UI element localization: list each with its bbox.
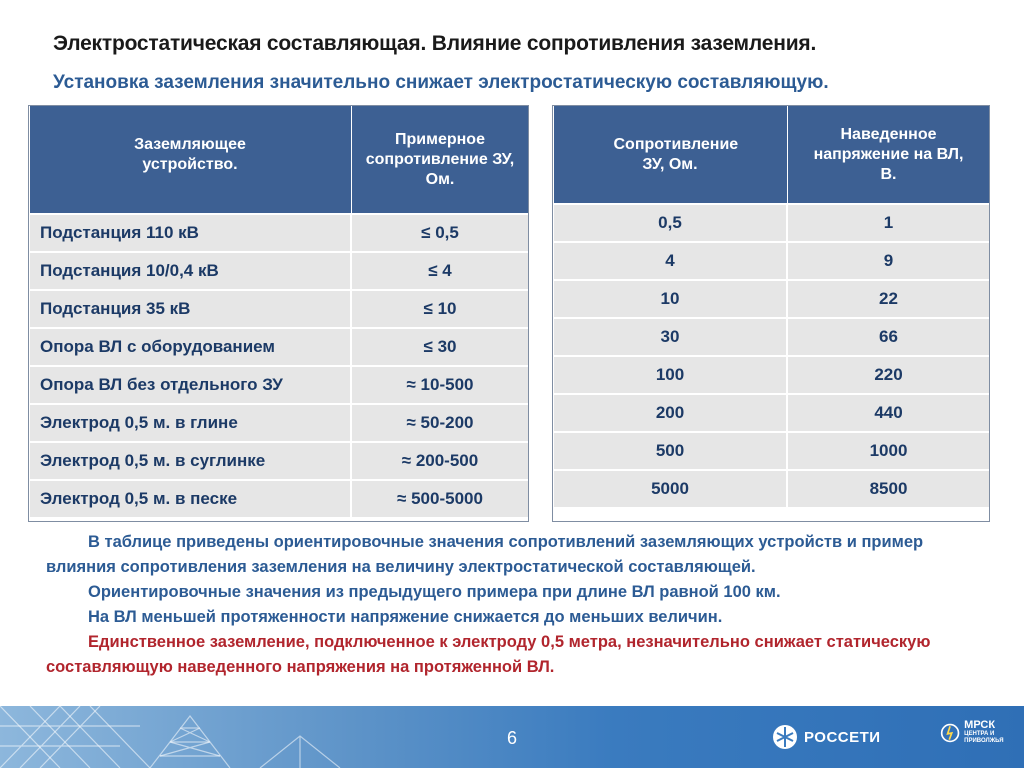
table-row: [29, 404, 529, 442]
mrsk-logo-line2: ЦЕНТРА И ПРИВОЛЖЬЯ: [964, 731, 1004, 744]
resistance-cell: ≈ 50-200: [351, 404, 529, 442]
voltage-value-cell: 220: [787, 356, 990, 394]
voltage-value-cell: 9: [787, 242, 990, 280]
device-cell: Опора ВЛ без отдельного ЗУ: [29, 366, 351, 404]
resistance-value-cell: 500: [553, 432, 787, 470]
table-row: [553, 394, 990, 432]
table-row: [553, 204, 990, 242]
table-row: [29, 366, 529, 404]
page-number: 6: [506, 728, 517, 748]
table-row: [553, 432, 990, 470]
note-paragraph: Ориентировочные значения из предыдущего примера при длине ВЛ равной 100 км.: [88, 583, 781, 601]
device-cell: Электрод 0,5 м. в глине: [29, 404, 351, 442]
device-cell: Подстанция 35 кВ: [29, 290, 351, 328]
table-row: [553, 356, 990, 394]
resistance-value-cell: 30: [553, 318, 787, 356]
table-row: [29, 328, 529, 366]
mrsk-logo-line1: МРСК: [964, 719, 996, 731]
resistance-cell: ≤ 4: [351, 252, 529, 290]
table-row: [29, 442, 529, 480]
header-induced-voltage: Наведенное напряжение на ВЛ, В.: [787, 106, 990, 205]
resistance-cell: ≤ 30: [351, 328, 529, 366]
slide-title: Электростатическая составляющая. Влияние сопротивления заземления.: [53, 32, 817, 55]
voltage-value-cell: 8500: [787, 470, 990, 508]
device-cell: Опора ВЛ с оборудованием: [29, 328, 351, 366]
note-paragraph: На ВЛ меньшей протяженности напряжение снижается до меньших величин.: [88, 608, 723, 626]
resistance-cell: ≈ 10-500: [351, 366, 529, 404]
table-row: [29, 480, 529, 518]
table-row: [29, 252, 529, 290]
induced-voltage-table: [552, 105, 991, 509]
rosseti-logo: [772, 724, 881, 750]
device-cell: Электрод 0,5 м. в суглинке: [29, 442, 351, 480]
device-cell: Подстанция 10/0,4 кВ: [29, 252, 351, 290]
resistance-cell: ≈ 500-5000: [351, 480, 529, 518]
table-row: [553, 280, 990, 318]
warning-note: Единственное заземление, подключенное к электроду 0,5 метра, незначительно снижает статическую составляющую наведенного напряжения на протяженной ВЛ.: [46, 633, 931, 676]
resistance-cell: ≤ 10: [351, 290, 529, 328]
table-row: [553, 318, 990, 356]
table-row: [29, 214, 529, 252]
voltage-value-cell: 440: [787, 394, 990, 432]
table-row: [553, 470, 990, 508]
footer-banner: [0, 706, 1024, 768]
resistance-cell: ≈ 200-500: [351, 442, 529, 480]
header-approx-resistance: Примерное сопротивление ЗУ, Ом.: [351, 106, 529, 215]
device-cell: Электрод 0,5 м. в песке: [29, 480, 351, 518]
slide-subtitle: Установка заземления значительно снижает электростатическую составляющую.: [53, 72, 829, 93]
resistance-value-cell: 5000: [553, 470, 787, 508]
resistance-value-cell: 200: [553, 394, 787, 432]
resistance-value-cell: 10: [553, 280, 787, 318]
grounding-devices-table: [28, 105, 530, 519]
header-resistance: Сопротивление ЗУ, Ом.: [553, 106, 787, 205]
mrsk-emblem-icon: [940, 721, 960, 745]
table-row: [553, 242, 990, 280]
device-cell: Подстанция 110 кВ: [29, 214, 351, 252]
voltage-value-cell: 1000: [787, 432, 990, 470]
mrsk-logo: [940, 720, 1024, 745]
rosseti-emblem-icon: [772, 724, 798, 750]
voltage-value-cell: 22: [787, 280, 990, 318]
voltage-value-cell: 1: [787, 204, 990, 242]
resistance-value-cell: 0,5: [553, 204, 787, 242]
header-device: Заземляющее устройство.: [29, 106, 351, 215]
resistance-value-cell: 4: [553, 242, 787, 280]
note-paragraph: В таблице приведены ориентировочные значения сопротивлений заземляющих устройств и пример влияния сопротивления заземления на величину электростатической составляющей.: [46, 533, 924, 576]
resistance-cell: ≤ 0,5: [351, 214, 529, 252]
resistance-value-cell: 100: [553, 356, 787, 394]
voltage-value-cell: 66: [787, 318, 990, 356]
rosseti-logo-text: РОССЕТИ: [804, 728, 881, 746]
explanatory-notes: [46, 530, 996, 680]
table-row: [29, 290, 529, 328]
